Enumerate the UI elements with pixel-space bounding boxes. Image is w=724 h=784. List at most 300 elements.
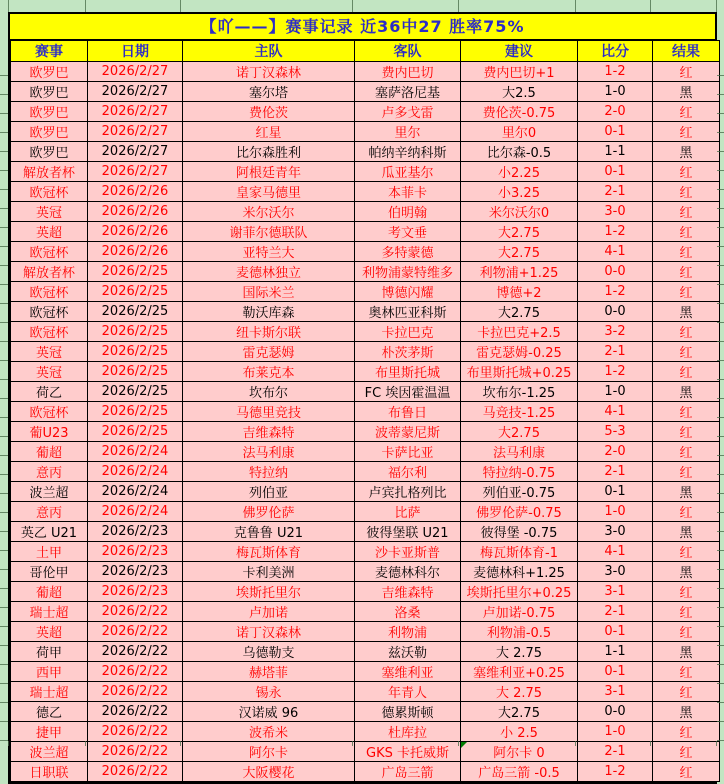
cell-score[interactable]: 1-2 (578, 62, 653, 82)
cell-date[interactable]: 2026/2/22 (88, 742, 183, 762)
cell-league[interactable]: 欧罗巴 (11, 102, 88, 122)
cell-home[interactable]: 乌德勒支 (183, 642, 355, 662)
cell-result[interactable]: 红 (653, 282, 720, 302)
cell-tip[interactable]: 大2.75 (461, 702, 578, 722)
cell-result[interactable]: 红 (653, 202, 720, 222)
cell-home[interactable]: 法马利康 (183, 442, 355, 462)
cell-home[interactable]: 雷克瑟姆 (183, 342, 355, 362)
cell-score[interactable]: 2-1 (578, 342, 653, 362)
cell-league[interactable]: 捷甲 (11, 722, 88, 742)
cell-tip[interactable]: 小2.25 (461, 162, 578, 182)
cell-tip[interactable]: 小 2.5 (461, 722, 578, 742)
cell-away[interactable]: 考文垂 (355, 222, 461, 242)
table-row (11, 662, 720, 682)
cell-score[interactable]: 5-3 (578, 422, 653, 442)
cell-league[interactable]: 解放者杯 (11, 262, 88, 282)
cell-league[interactable]: 欧冠杯 (11, 302, 88, 322)
cell-score[interactable]: 1-1 (578, 142, 653, 162)
cell-score[interactable]: 2-1 (578, 742, 653, 762)
cell-league[interactable]: 意丙 (11, 502, 88, 522)
cell-result[interactable]: 红 (653, 402, 720, 422)
cell-league[interactable]: 欧罗巴 (11, 122, 88, 142)
cell-tip[interactable]: 大2.5 (461, 82, 578, 102)
cell-tip[interactable]: 卡拉巴克+2.5 (461, 322, 578, 342)
cell-date[interactable]: 2026/2/22 (88, 682, 183, 702)
cell-result[interactable]: 黑 (653, 562, 720, 582)
cell-tip[interactable]: 坎布尔-1.25 (461, 382, 578, 402)
cell-tip[interactable]: 小3.25 (461, 182, 578, 202)
cell-away[interactable]: 福尔利 (355, 462, 461, 482)
cell-date[interactable]: 2026/2/27 (88, 102, 183, 122)
cell-result[interactable]: 红 (653, 662, 720, 682)
cell-score[interactable]: 2-1 (578, 182, 653, 202)
table-row (11, 382, 720, 402)
table-row (11, 562, 720, 582)
cell-score[interactable]: 1-0 (578, 82, 653, 102)
cell-home[interactable]: 波希米 (183, 722, 355, 742)
cell-result[interactable]: 红 (653, 342, 720, 362)
cell-result[interactable]: 红 (653, 322, 720, 342)
cell-result[interactable]: 黑 (653, 642, 720, 662)
cell-result[interactable]: 黑 (653, 82, 720, 102)
cell-home[interactable]: 塞尔塔 (183, 82, 355, 102)
cell-home[interactable]: 马德里竞技 (183, 402, 355, 422)
cell-date[interactable]: 2026/2/25 (88, 282, 183, 302)
cell-league[interactable]: 欧冠杯 (11, 282, 88, 302)
column-header-tip[interactable]: 建议 (461, 41, 578, 62)
cell-tip[interactable]: 大 2.75 (461, 642, 578, 662)
cell-league[interactable]: 波兰超 (11, 742, 88, 762)
cell-away[interactable]: 里尔 (355, 122, 461, 142)
cell-away[interactable]: 广岛三箭 (355, 762, 461, 782)
cell-score[interactable]: 2-0 (578, 442, 653, 462)
cell-score[interactable]: 1-1 (578, 642, 653, 662)
cell-result[interactable]: 黑 (653, 482, 720, 502)
cell-tip[interactable]: 马竞技-1.25 (461, 402, 578, 422)
cell-home[interactable]: 纽卡斯尔联 (183, 322, 355, 342)
cell-home[interactable]: 大阪樱花 (183, 762, 355, 782)
cell-date[interactable]: 2026/2/22 (88, 662, 183, 682)
cell-date[interactable]: 2026/2/25 (88, 262, 183, 282)
cell-tip[interactable]: 麦德林科+1.25 (461, 562, 578, 582)
cell-league[interactable]: 葡超 (11, 582, 88, 602)
cell-result[interactable]: 红 (653, 62, 720, 82)
column-header-result[interactable]: 结果 (653, 41, 720, 62)
table-row (11, 602, 720, 622)
table-row (11, 362, 720, 382)
table-row (11, 742, 720, 762)
cell-tip[interactable]: 佛罗伦萨-0.75 (461, 502, 578, 522)
cell-home[interactable]: 诺丁汉森林 (183, 62, 355, 82)
comment-marker-icon (461, 742, 467, 748)
table-row (11, 582, 720, 602)
cell-score[interactable]: 4-1 (578, 402, 653, 422)
cell-league[interactable]: 德乙 (11, 702, 88, 722)
cell-result[interactable]: 红 (653, 722, 720, 742)
cell-result[interactable]: 红 (653, 602, 720, 622)
cell-date[interactable]: 2026/2/25 (88, 362, 183, 382)
cell-result[interactable]: 红 (653, 162, 720, 182)
cell-league[interactable]: 瑞士超 (11, 682, 88, 702)
cell-league[interactable]: 西甲 (11, 662, 88, 682)
cell-score[interactable]: 4-1 (578, 542, 653, 562)
cell-league[interactable]: 解放者杯 (11, 162, 88, 182)
cell-tip[interactable]: 费伦茨-0.75 (461, 102, 578, 122)
cell-away[interactable]: 塞萨洛尼基 (355, 82, 461, 102)
cell-score[interactable]: 0-1 (578, 162, 653, 182)
cell-date[interactable]: 2026/2/25 (88, 422, 183, 442)
cell-away[interactable]: 利物浦蒙特维多 (355, 262, 461, 282)
cell-date[interactable]: 2026/2/26 (88, 202, 183, 222)
cell-league[interactable]: 欧冠杯 (11, 182, 88, 202)
cell-away[interactable]: 伯明翰 (355, 202, 461, 222)
gridline-stub (85, 741, 86, 746)
cell-away[interactable]: 博德闪耀 (355, 282, 461, 302)
cell-home[interactable]: 特拉纳 (183, 462, 355, 482)
cell-league[interactable]: 欧罗巴 (11, 82, 88, 102)
cell-score[interactable]: 0-1 (578, 622, 653, 642)
cell-league[interactable]: 荷甲 (11, 642, 88, 662)
cell-away[interactable]: 吉维森特 (355, 582, 461, 602)
cell-away[interactable]: 德累斯顿 (355, 702, 461, 722)
cell-home[interactable]: 诺丁汉森林 (183, 622, 355, 642)
gridline-stub (575, 0, 576, 12)
cell-away[interactable]: 兹沃勒 (355, 642, 461, 662)
cell-away[interactable]: 洛桑 (355, 602, 461, 622)
cell-date[interactable]: 2026/2/22 (88, 702, 183, 722)
cell-result[interactable]: 红 (653, 362, 720, 382)
cell-league[interactable]: 英冠 (11, 342, 88, 362)
cell-date[interactable]: 2026/2/22 (88, 622, 183, 642)
table-row (11, 82, 720, 102)
cell-league[interactable]: 荷乙 (11, 382, 88, 402)
cell-away[interactable]: 麦德林科尔 (355, 562, 461, 582)
cell-home[interactable]: 布莱克本 (183, 362, 355, 382)
cell-home[interactable]: 麦德林独立 (183, 262, 355, 282)
cell-date[interactable]: 2026/2/23 (88, 522, 183, 542)
gridline-stub (0, 57, 8, 741)
cell-league[interactable]: 欧冠杯 (11, 242, 88, 262)
cell-tip[interactable]: 大2.75 (461, 242, 578, 262)
cell-date[interactable]: 2026/2/23 (88, 542, 183, 562)
cell-tip[interactable]: 大2.75 (461, 222, 578, 242)
cell-away[interactable]: 卢多戈雷 (355, 102, 461, 122)
cell-tip[interactable]: 米尔沃尔0 (461, 202, 578, 222)
cell-home[interactable]: 卡利美洲 (183, 562, 355, 582)
cell-league[interactable]: 欧罗巴 (11, 142, 88, 162)
cell-score[interactable]: 1-0 (578, 722, 653, 742)
cell-tip[interactable]: 大2.75 (461, 302, 578, 322)
gridline-stub (458, 741, 459, 746)
cell-away[interactable]: 瓜亚基尔 (355, 162, 461, 182)
cell-score[interactable]: 2-0 (578, 102, 653, 122)
cell-score[interactable]: 0-0 (578, 702, 653, 722)
cell-away[interactable]: 奥林匹亚科斯 (355, 302, 461, 322)
gridline-stub (352, 0, 353, 12)
cell-result[interactable]: 红 (653, 682, 720, 702)
cell-score[interactable]: 1-2 (578, 282, 653, 302)
cell-date[interactable]: 2026/2/24 (88, 482, 183, 502)
records-table (10, 40, 720, 782)
cell-league[interactable]: 英冠 (11, 202, 88, 222)
cell-home[interactable]: 阿根廷青年 (183, 162, 355, 182)
cell-score[interactable]: 3-1 (578, 682, 653, 702)
cell-score[interactable]: 3-2 (578, 322, 653, 342)
cell-result[interactable]: 红 (653, 422, 720, 442)
cell-score[interactable]: 4-1 (578, 242, 653, 262)
cell-away[interactable]: 年青人 (355, 682, 461, 702)
cell-away[interactable]: 卡拉巴克 (355, 322, 461, 342)
cell-away[interactable]: 波蒂蒙尼斯 (355, 422, 461, 442)
cell-result[interactable]: 红 (653, 442, 720, 462)
column-header-score[interactable]: 比分 (578, 41, 653, 62)
cell-away[interactable]: 沙卡亚斯普 (355, 542, 461, 562)
cell-away[interactable]: 利物浦 (355, 622, 461, 642)
cell-date[interactable]: 2026/2/22 (88, 762, 183, 782)
cell-home[interactable]: 克鲁鲁 U21 (183, 522, 355, 542)
table-row (11, 162, 720, 182)
cell-tip[interactable]: 塞维利亚+0.25 (461, 662, 578, 682)
cell-tip[interactable]: 卢加诺-0.75 (461, 602, 578, 622)
cell-away[interactable]: 费内巴切 (355, 62, 461, 82)
cell-result[interactable]: 红 (653, 122, 720, 142)
table-row (11, 702, 720, 722)
cell-home[interactable]: 亚特兰大 (183, 242, 355, 262)
gridline-stub (85, 0, 86, 12)
table-row (11, 722, 720, 742)
cell-date[interactable]: 2026/2/27 (88, 142, 183, 162)
cell-home[interactable]: 皇家马德里 (183, 182, 355, 202)
cell-home[interactable]: 卢加诺 (183, 602, 355, 622)
cell-result[interactable]: 红 (653, 242, 720, 262)
cell-score[interactable]: 3-0 (578, 202, 653, 222)
cell-league[interactable]: 欧冠杯 (11, 402, 88, 422)
table-row (11, 142, 720, 162)
table-row (11, 122, 720, 142)
table-row (11, 222, 720, 242)
cell-away[interactable]: 杜库拉 (355, 722, 461, 742)
cell-tip[interactable]: 广岛三箭 -0.5 (461, 762, 578, 782)
cell-league[interactable]: 波兰超 (11, 482, 88, 502)
cell-away[interactable]: 本菲卡 (355, 182, 461, 202)
gridline-stub (180, 0, 181, 12)
cell-home[interactable]: 阿尔卡 (183, 742, 355, 762)
cell-score[interactable]: 0-0 (578, 262, 653, 282)
table-row (11, 322, 720, 342)
cell-date[interactable]: 2026/2/25 (88, 302, 183, 322)
records-body (11, 62, 720, 782)
cell-result[interactable]: 红 (653, 762, 720, 782)
cell-score[interactable]: 3-0 (578, 562, 653, 582)
cell-league[interactable]: 英冠 (11, 362, 88, 382)
cell-score[interactable]: 0-1 (578, 662, 653, 682)
gridline-stub (8, 0, 9, 12)
cell-date[interactable]: 2026/2/24 (88, 442, 183, 462)
cell-date[interactable]: 2026/2/22 (88, 642, 183, 662)
cell-result[interactable]: 红 (653, 622, 720, 642)
cell-score[interactable]: 1-2 (578, 362, 653, 382)
cell-away[interactable]: 多特蒙德 (355, 242, 461, 262)
gridline-stub (180, 741, 181, 746)
cell-score[interactable]: 3-0 (578, 522, 653, 542)
cell-away[interactable]: 布里斯托城 (355, 362, 461, 382)
records-sheet (8, 12, 717, 784)
sheet-title-text: 【吖——】赛事记录 近36中27 胜率75% (200, 17, 525, 36)
cell-date[interactable]: 2026/2/25 (88, 382, 183, 402)
cell-score[interactable]: 1-0 (578, 502, 653, 522)
cell-result[interactable]: 红 (653, 182, 720, 202)
cell-result[interactable]: 黑 (653, 522, 720, 542)
cell-date[interactable]: 2026/2/27 (88, 62, 183, 82)
cell-home[interactable]: 列伯亚 (183, 482, 355, 502)
table-row (11, 102, 720, 122)
cell-result[interactable]: 红 (653, 262, 720, 282)
cell-date[interactable]: 2026/2/23 (88, 562, 183, 582)
cell-home[interactable]: 锡永 (183, 682, 355, 702)
cell-date[interactable]: 2026/2/22 (88, 602, 183, 622)
cell-away[interactable]: GKS 卡托威斯 (355, 742, 461, 762)
cell-tip[interactable]: 博德+2 (461, 282, 578, 302)
cell-result[interactable]: 黑 (653, 702, 720, 722)
cell-league[interactable]: 哥伦甲 (11, 562, 88, 582)
cell-home[interactable]: 谢菲尔德联队 (183, 222, 355, 242)
cell-league[interactable]: 土甲 (11, 542, 88, 562)
cell-date[interactable]: 2026/2/26 (88, 182, 183, 202)
cell-tip[interactable]: 特拉纳-0.75 (461, 462, 578, 482)
cell-date[interactable]: 2026/2/25 (88, 402, 183, 422)
cell-home[interactable]: 比尔森胜利 (183, 142, 355, 162)
cell-tip[interactable]: 比尔森-0.5 (461, 142, 578, 162)
cell-league[interactable]: 英超 (11, 622, 88, 642)
cell-league[interactable]: 欧罗巴 (11, 62, 88, 82)
table-row (11, 642, 720, 662)
cell-home[interactable]: 埃斯托里尔 (183, 582, 355, 602)
cell-tip[interactable]: 彼得堡 -0.75 (461, 522, 578, 542)
cell-away[interactable]: 卡萨比亚 (355, 442, 461, 462)
cell-result[interactable]: 红 (653, 502, 720, 522)
cell-league[interactable]: 瑞士超 (11, 602, 88, 622)
cell-league[interactable]: 葡U23 (11, 422, 88, 442)
cell-tip[interactable]: 里尔0 (461, 122, 578, 142)
cell-away[interactable]: 比萨 (355, 502, 461, 522)
cell-home[interactable]: 米尔沃尔 (183, 202, 355, 222)
cell-away[interactable]: 彼得堡联 U21 (355, 522, 461, 542)
cell-result[interactable]: 黑 (653, 382, 720, 402)
table-row (11, 302, 720, 322)
cell-league[interactable]: 意丙 (11, 462, 88, 482)
cell-home[interactable]: 梅瓦斯体育 (183, 542, 355, 562)
cell-date[interactable]: 2026/2/23 (88, 582, 183, 602)
gridline-stub (352, 741, 353, 746)
gridline-stub (716, 0, 717, 12)
cell-date[interactable]: 2026/2/27 (88, 82, 183, 102)
table-row (11, 62, 720, 82)
table-row (11, 762, 720, 782)
cell-date[interactable]: 2026/2/26 (88, 242, 183, 262)
cell-date[interactable]: 2026/2/26 (88, 222, 183, 242)
cell-result[interactable]: 黑 (653, 142, 720, 162)
table-row (11, 342, 720, 362)
cell-result[interactable]: 红 (653, 742, 720, 762)
cell-tip[interactable]: 布里斯托城+0.25 (461, 362, 578, 382)
cell-result[interactable]: 红 (653, 222, 720, 242)
cell-tip[interactable]: 费内巴切+1 (461, 62, 578, 82)
cell-tip[interactable]: 埃斯托里尔+0.25 (461, 582, 578, 602)
cell-result[interactable]: 黑 (653, 302, 720, 322)
table-row (11, 442, 720, 462)
cell-tip[interactable]: 梅瓦斯体育-1 (461, 542, 578, 562)
cell-score[interactable]: 3-1 (578, 582, 653, 602)
table-row (11, 502, 720, 522)
cell-date[interactable]: 2026/2/24 (88, 502, 183, 522)
cell-tip[interactable]: 利物浦-0.5 (461, 622, 578, 642)
cell-date[interactable]: 2026/2/25 (88, 342, 183, 362)
cell-score[interactable]: 2-1 (578, 602, 653, 622)
column-header-home[interactable]: 主队 (183, 41, 355, 62)
cell-result[interactable]: 红 (653, 462, 720, 482)
cell-home[interactable]: 国际米兰 (183, 282, 355, 302)
cell-result[interactable]: 红 (653, 102, 720, 122)
cell-league[interactable]: 英乙 U21 (11, 522, 88, 542)
column-header-league[interactable]: 赛事 (11, 41, 88, 62)
cell-home[interactable]: 红星 (183, 122, 355, 142)
cell-away[interactable]: 布鲁日 (355, 402, 461, 422)
cell-tip[interactable]: 阿尔卡 0 (461, 742, 578, 762)
cell-league[interactable]: 葡超 (11, 442, 88, 462)
cell-result[interactable]: 红 (653, 542, 720, 562)
cell-score[interactable]: 0-1 (578, 122, 653, 142)
cell-home[interactable]: 赫塔菲 (183, 662, 355, 682)
cell-home[interactable]: 佛罗伦萨 (183, 502, 355, 522)
cell-date[interactable]: 2026/2/27 (88, 162, 183, 182)
cell-away[interactable]: 塞维利亚 (355, 662, 461, 682)
cell-date[interactable]: 2026/2/24 (88, 462, 183, 482)
cell-league[interactable]: 日职联 (11, 762, 88, 782)
cell-away[interactable]: 帕纳辛纳科斯 (355, 142, 461, 162)
sheet-title-cell[interactable] (10, 14, 715, 40)
cell-away[interactable]: FC 埃因霍温温 (355, 382, 461, 402)
cell-home[interactable]: 汉诺威 96 (183, 702, 355, 722)
cell-league[interactable]: 欧冠杯 (11, 322, 88, 342)
cell-away[interactable]: 朴茨茅斯 (355, 342, 461, 362)
cell-tip[interactable]: 列伯亚-0.75 (461, 482, 578, 502)
cell-home[interactable]: 坎布尔 (183, 382, 355, 402)
cell-date[interactable]: 2026/2/22 (88, 722, 183, 742)
cell-tip[interactable]: 大 2.75 (461, 682, 578, 702)
column-header-date[interactable]: 日期 (88, 41, 183, 62)
cell-tip[interactable]: 大2.75 (461, 422, 578, 442)
column-header-away[interactable]: 客队 (355, 41, 461, 62)
cell-result[interactable]: 红 (653, 582, 720, 602)
cell-home[interactable]: 费伦茨 (183, 102, 355, 122)
cell-home[interactable]: 吉维森特 (183, 422, 355, 442)
cell-tip[interactable]: 雷克瑟姆-0.25 (461, 342, 578, 362)
table-row (11, 262, 720, 282)
cell-home[interactable]: 勒沃库森 (183, 302, 355, 322)
cell-away[interactable]: 卢宾扎格列比 (355, 482, 461, 502)
cell-score[interactable]: 0-0 (578, 302, 653, 322)
cell-tip[interactable]: 利物浦+1.25 (461, 262, 578, 282)
cell-tip[interactable]: 法马利康 (461, 442, 578, 462)
cell-date[interactable]: 2026/2/27 (88, 122, 183, 142)
cell-score[interactable]: 1-0 (578, 382, 653, 402)
cell-league[interactable]: 英超 (11, 222, 88, 242)
cell-score[interactable]: 1-2 (578, 222, 653, 242)
cell-score[interactable]: 1-2 (578, 762, 653, 782)
cell-score[interactable]: 2-1 (578, 462, 653, 482)
cell-score[interactable]: 0-1 (578, 482, 653, 502)
cell-date[interactable]: 2026/2/25 (88, 322, 183, 342)
